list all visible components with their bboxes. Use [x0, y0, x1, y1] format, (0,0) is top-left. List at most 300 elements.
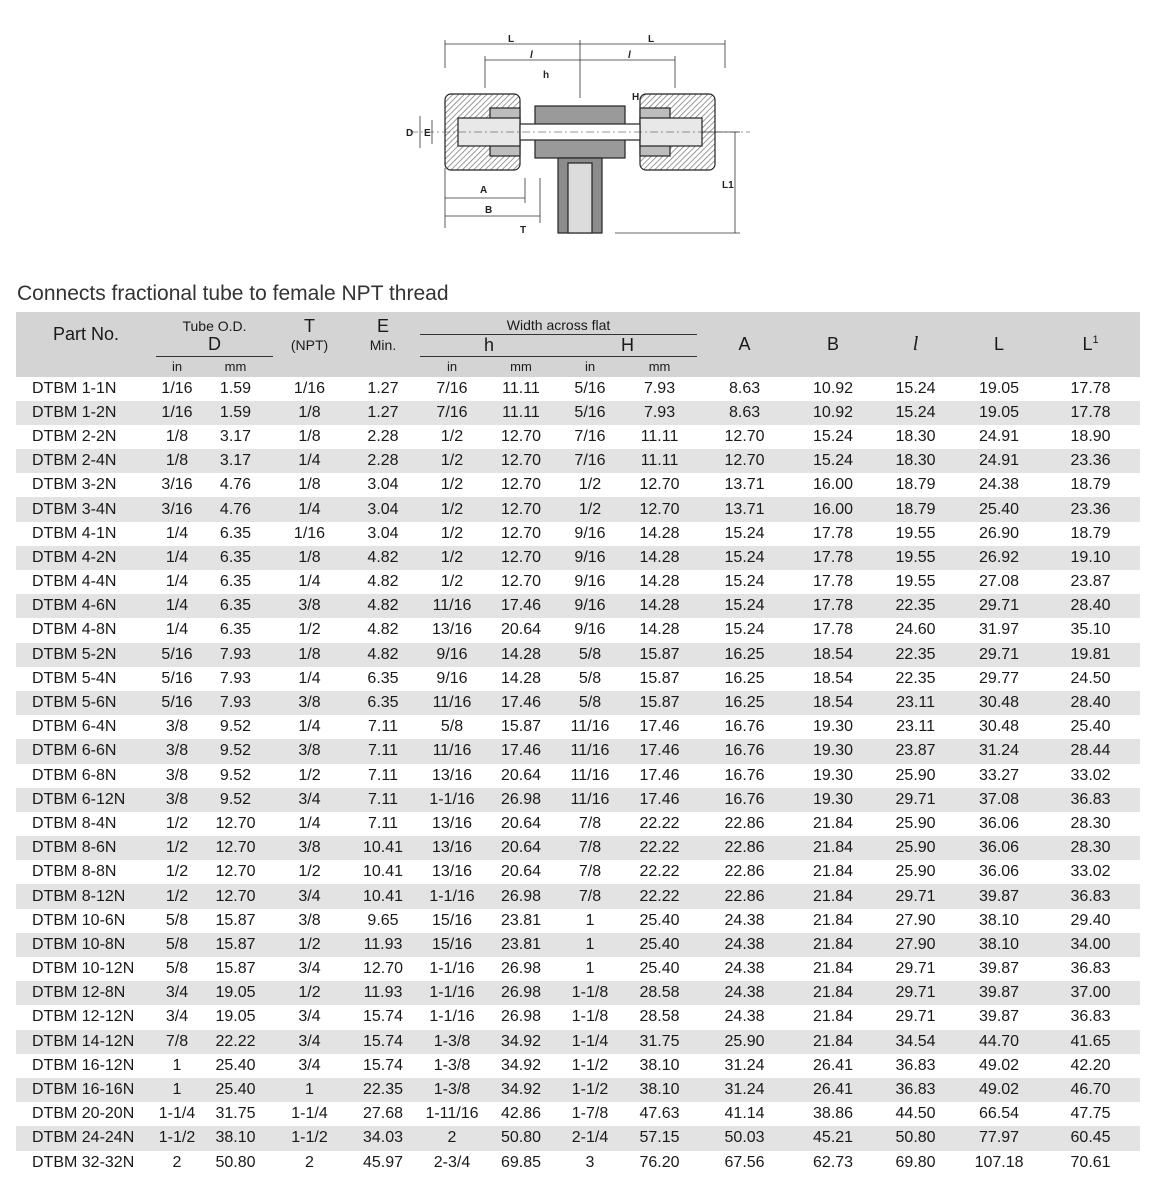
cell-h-mm: 12.70: [500, 452, 542, 470]
header-b: B: [827, 333, 840, 354]
cell-h-mm: 34.92: [500, 1032, 542, 1050]
cell-hh-mm: 25.40: [639, 935, 680, 953]
cell-e-min: 4.82: [367, 621, 399, 639]
cell-part-no: DTBM 5-6N: [32, 694, 117, 712]
cell-hh-mm: 17.46: [639, 766, 680, 784]
cell-hh-in: 5/16: [574, 379, 606, 397]
cell-l1: 36.83: [1070, 960, 1111, 978]
cell-hh-in: 7/16: [574, 427, 606, 445]
header-l1-sub: 1: [1092, 333, 1099, 346]
cell-b: 21.84: [813, 839, 854, 857]
cell-tube-od-in: 1-1/4: [158, 1105, 196, 1123]
cell-h-in: 1/2: [440, 548, 464, 566]
cell-t-npt: 1-1/2: [291, 1129, 328, 1147]
cell-l-big: 26.92: [979, 548, 1020, 566]
cell-hh-mm: 14.28: [639, 597, 680, 615]
cell-tube-od-in: 3/8: [165, 790, 189, 808]
table-row: [16, 836, 1140, 860]
cell-hh-mm: 7.93: [643, 379, 676, 397]
cell-a: 22.86: [724, 839, 765, 857]
cell-b: 21.84: [813, 863, 854, 881]
cell-l-small: 15.24: [895, 379, 936, 397]
cell-hh-mm: 38.10: [639, 1081, 680, 1099]
table-row: [16, 884, 1140, 908]
cell-e-min: 34.03: [362, 1129, 404, 1147]
table-row: [16, 1005, 1140, 1029]
cell-h-in: 13/16: [431, 863, 473, 881]
cell-e-min: 4.82: [367, 645, 399, 663]
cell-hh-in: 1: [585, 911, 595, 929]
cell-a: 22.86: [724, 887, 765, 905]
cell-h-in: 7/16: [436, 403, 468, 421]
header-tube-od-label: Tube O.D.: [182, 318, 247, 334]
cell-h-in: 11/16: [432, 597, 472, 615]
cell-tube-od-in: 1/8: [165, 452, 189, 470]
cell-l-small: 34.54: [895, 1032, 936, 1050]
cell-l1: 34.00: [1070, 935, 1111, 953]
cell-h-mm: 12.70: [500, 427, 542, 445]
header-t: [273, 312, 346, 356]
cell-a: 22.86: [724, 814, 765, 832]
cell-hh-in: 3: [585, 1153, 595, 1171]
cell-hh-in: 9/16: [574, 548, 606, 566]
cell-t-npt: 3/4: [298, 960, 321, 978]
header-npt-label: (NPT): [290, 336, 329, 353]
cell-l-small: 36.83: [895, 1081, 936, 1099]
table-row: [16, 715, 1140, 739]
cell-part-no: DTBM 10-6N: [32, 911, 126, 929]
cell-hh-mm: 25.40: [639, 911, 680, 929]
cell-hh-mm: 38.10: [639, 1056, 680, 1074]
cell-tube-od-in: 1/2: [165, 814, 189, 832]
header-spacer: [273, 356, 346, 377]
cell-t-npt: 1/8: [298, 548, 321, 566]
cell-l-big: 38.10: [979, 911, 1020, 929]
cell-a: 31.24: [724, 1056, 765, 1074]
cell-hh-in: 5/8: [578, 694, 602, 712]
cell-hh-mm: 14.28: [639, 573, 680, 591]
cell-hh-mm: 15.87: [639, 645, 680, 663]
cell-l-big: 37.08: [979, 790, 1020, 808]
cell-tube-od-mm: 31.75: [215, 1105, 256, 1123]
cell-l-small: 25.90: [895, 863, 936, 881]
cell-t-npt: 3/8: [298, 839, 321, 857]
cell-e-min: 7.11: [368, 814, 398, 832]
header-hh-mm: mm: [648, 359, 671, 374]
table-row: [16, 377, 1140, 401]
cell-l-small: 27.90: [895, 935, 936, 953]
cell-l-big: 49.02: [979, 1056, 1020, 1074]
cell-hh-mm: 76.20: [639, 1153, 680, 1171]
cell-b: 21.84: [813, 984, 854, 1002]
cell-e-min: 4.82: [367, 548, 399, 566]
cell-l1: 28.40: [1070, 597, 1111, 615]
cell-h-mm: 17.46: [500, 694, 542, 712]
cell-b: 10.92: [813, 403, 854, 421]
cell-t-npt: 1/2: [298, 863, 321, 881]
header-h-big: H: [558, 334, 697, 356]
cell-tube-od-in: 1/16: [161, 379, 193, 397]
cell-l1: 36.83: [1070, 887, 1111, 905]
header-width-across-flat: Width across flat: [420, 312, 697, 334]
header-l1-main: L: [1082, 333, 1093, 354]
cell-l-small: 44.50: [895, 1105, 936, 1123]
cell-tube-od-in: 1/4: [165, 621, 189, 639]
cell-tube-od-in: 5/8: [165, 960, 189, 978]
cell-a: 67.56: [724, 1153, 765, 1171]
cell-a: 16.25: [724, 645, 765, 663]
diagram-label-D: D: [406, 128, 414, 139]
cell-e-min: 12.70: [362, 960, 404, 978]
cell-t-npt: 1/4: [298, 452, 321, 470]
cell-l1: 18.79: [1070, 524, 1111, 542]
cell-h-in: 13/16: [431, 839, 473, 857]
cell-t-npt: 1/8: [298, 403, 321, 421]
table-row: [16, 1054, 1140, 1078]
cell-tube-od-in: 5/16: [161, 669, 193, 687]
cell-hh-mm: 28.58: [639, 1008, 680, 1026]
cell-b: 16.00: [813, 500, 854, 518]
cell-hh-in: 5/8: [578, 645, 602, 663]
cell-l-big: 19.05: [979, 403, 1020, 421]
cell-h-mm: 26.98: [500, 960, 542, 978]
cell-tube-od-in: 5/8: [165, 911, 189, 929]
cell-h-mm: 14.28: [500, 669, 542, 687]
cell-e-min: 3.04: [367, 476, 399, 494]
cell-hh-in: 2-1/4: [571, 1129, 609, 1147]
cell-tube-od-mm: 3.17: [219, 427, 252, 445]
cell-part-no: DTBM 24-24N: [32, 1129, 135, 1147]
cell-hh-mm: 11.11: [640, 427, 679, 445]
cell-a: 24.38: [724, 960, 765, 978]
cell-l-small: 22.35: [895, 669, 936, 687]
cell-part-no: DTBM 3-4N: [32, 500, 117, 518]
header-tube-od: [156, 312, 273, 334]
cell-b: 18.54: [813, 645, 854, 663]
cell-hh-in: 1-1/8: [571, 1008, 609, 1026]
cell-b: 17.78: [813, 597, 854, 615]
cell-a: 8.63: [728, 379, 761, 397]
cell-hh-in: 1: [585, 960, 595, 978]
cell-l-small: 29.71: [895, 960, 936, 978]
table-row: [16, 546, 1140, 570]
cell-tube-od-in: 3/8: [165, 766, 189, 784]
cell-hh-mm: 17.46: [639, 790, 680, 808]
diagram-label-H: H: [632, 92, 640, 103]
cell-a: 16.76: [724, 718, 765, 736]
table-row: [16, 449, 1140, 473]
cell-b: 17.78: [813, 573, 854, 591]
cell-l1: 37.00: [1070, 984, 1111, 1002]
cell-part-no: DTBM 6-4N: [32, 718, 117, 736]
table-row: [16, 425, 1140, 449]
cell-t-npt: 3/4: [298, 790, 321, 808]
cell-tube-od-in: 3/8: [165, 718, 189, 736]
cell-tube-od-in: 1: [172, 1056, 182, 1074]
cell-t-npt: 1: [305, 1081, 314, 1099]
cell-tube-od-mm: 19.05: [215, 984, 256, 1002]
table-row: [16, 739, 1140, 763]
cell-tube-od-mm: 9.52: [219, 766, 252, 784]
cell-h-mm: 12.70: [500, 573, 542, 591]
cell-hh-mm: 15.87: [639, 669, 680, 687]
cell-h-mm: 20.64: [500, 839, 542, 857]
cell-t-npt: 3/8: [298, 694, 321, 712]
cell-h-in: 15/16: [431, 935, 473, 953]
cell-l-small: 18.79: [895, 500, 936, 518]
cell-h-mm: 17.46: [500, 597, 542, 615]
cell-h-in: 1-1/16: [429, 984, 475, 1002]
cell-l1: 35.10: [1070, 621, 1111, 639]
cell-part-no: DTBM 8-8N: [32, 863, 117, 881]
cell-a: 12.70: [724, 452, 765, 470]
cell-part-no: DTBM 1-2N: [32, 403, 117, 421]
cell-h-in: 1/2: [440, 500, 464, 518]
table-row: [16, 594, 1140, 618]
cell-tube-od-in: 5/16: [161, 694, 193, 712]
cell-a: 41.14: [724, 1105, 765, 1123]
cell-l-big: 24.91: [979, 452, 1020, 470]
cell-part-no: DTBM 4-1N: [32, 524, 117, 542]
cell-hh-in: 7/16: [574, 452, 606, 470]
cell-hh-mm: 28.58: [639, 984, 680, 1002]
cell-tube-od-mm: 3.17: [219, 452, 252, 470]
cell-a: 8.63: [728, 403, 761, 421]
cell-l1: 19.81: [1070, 645, 1111, 663]
cell-tube-od-mm: 6.35: [219, 597, 252, 615]
cell-hh-in: 1-1/8: [571, 984, 609, 1002]
cell-l-small: 18.30: [895, 452, 936, 470]
header-min-label: Min.: [369, 336, 397, 353]
table-row: [16, 1151, 1140, 1175]
table-row: [16, 860, 1140, 884]
cell-l-big: 38.10: [979, 935, 1020, 953]
table-row: [16, 1126, 1140, 1150]
cell-l1: 36.83: [1070, 790, 1111, 808]
cell-t-npt: 3/4: [298, 1056, 321, 1074]
cell-part-no: DTBM 12-8N: [32, 984, 126, 1002]
cell-h-in: 7/16: [436, 379, 468, 397]
header-e-label: E: [376, 315, 389, 336]
header-h-mm: mm: [510, 359, 532, 374]
cell-part-no: DTBM 32-32N: [32, 1153, 135, 1171]
cell-l-small: 23.11: [896, 694, 935, 712]
diagram-label-h: h: [543, 70, 550, 81]
header-part-no: Part No.: [52, 323, 120, 344]
cell-e-min: 10.41: [362, 887, 404, 905]
cell-t-npt: 1/2: [298, 935, 321, 953]
cell-a: 15.24: [724, 597, 765, 615]
cell-part-no: DTBM 16-16N: [32, 1081, 135, 1099]
cell-l-small: 36.83: [895, 1056, 936, 1074]
cell-hh-in: 1/2: [578, 500, 602, 518]
cell-part-no: DTBM 10-12N: [32, 960, 135, 978]
cell-a: 12.70: [724, 427, 765, 445]
cell-h-in: 1/2: [440, 524, 464, 542]
cell-l1: 42.20: [1070, 1056, 1111, 1074]
cell-h-mm: 34.92: [500, 1056, 542, 1074]
header-h-small: h: [420, 334, 558, 356]
cell-t-npt: 3/4: [298, 1032, 321, 1050]
cell-h-in: 1-1/16: [429, 790, 475, 808]
cell-l1: 70.61: [1070, 1153, 1111, 1171]
cell-h-mm: 14.28: [500, 645, 542, 663]
cell-b: 26.41: [813, 1056, 854, 1074]
cell-tube-od-in: 3/4: [165, 1008, 189, 1026]
table-row: [16, 764, 1140, 788]
diagram-label-E: E: [424, 128, 431, 139]
cell-l-small: 69.80: [895, 1153, 936, 1171]
cell-l-big: 44.70: [979, 1032, 1020, 1050]
cell-a: 16.76: [724, 790, 765, 808]
cell-h-in: 1/2: [440, 427, 464, 445]
cell-tube-od-in: 3/16: [161, 500, 193, 518]
cell-h-in: 1-3/8: [433, 1032, 471, 1050]
cell-tube-od-mm: 4.76: [219, 500, 252, 518]
cell-e-min: 1.27: [367, 403, 399, 421]
diagram-label-A: A: [480, 185, 488, 196]
diagram-label-B: B: [485, 205, 493, 216]
cell-e-min: 7.11: [368, 766, 398, 784]
cell-tube-od-in: 2: [172, 1153, 182, 1171]
header-l-big: L: [994, 333, 1005, 354]
cell-l1: 18.90: [1070, 427, 1111, 445]
cell-hh-in: 5/16: [574, 403, 606, 421]
cell-e-min: 1.27: [367, 379, 399, 397]
cell-l1: 19.10: [1070, 548, 1111, 566]
cell-tube-od-mm: 12.70: [215, 863, 256, 881]
cell-t-npt: 1-1/4: [291, 1105, 328, 1123]
cell-tube-od-mm: 15.87: [215, 935, 256, 953]
cell-tube-od-in: 1/4: [165, 573, 189, 591]
cell-a: 24.38: [724, 935, 765, 953]
cell-hh-mm: 15.87: [639, 694, 680, 712]
cell-e-min: 6.35: [367, 694, 399, 712]
cell-tube-od-mm: 9.52: [219, 718, 252, 736]
diagram-label-L1: L1: [722, 180, 734, 191]
cell-l1: 60.45: [1070, 1129, 1111, 1147]
cell-t-npt: 3/8: [298, 742, 321, 760]
cell-l-small: 19.55: [895, 548, 936, 566]
cell-l-big: 19.05: [979, 379, 1020, 397]
cell-h-mm: 17.46: [500, 742, 542, 760]
cell-t-npt: 1/2: [298, 621, 321, 639]
cell-l-big: 31.24: [979, 742, 1020, 760]
cell-l-small: 29.71: [895, 1008, 936, 1026]
cell-b: 17.78: [813, 548, 854, 566]
cell-tube-od-mm: 25.40: [215, 1081, 256, 1099]
cell-a: 16.76: [724, 742, 765, 760]
cell-a: 24.38: [724, 984, 765, 1002]
cell-l-big: 30.48: [979, 718, 1020, 736]
cell-h-mm: 26.98: [500, 887, 542, 905]
cell-b: 38.86: [813, 1105, 854, 1123]
cell-b: 21.84: [813, 814, 854, 832]
table-row: [16, 618, 1140, 642]
cell-l-small: 25.90: [895, 766, 936, 784]
cell-l-big: 66.54: [979, 1105, 1020, 1123]
cell-tube-od-in: 3/16: [161, 476, 193, 494]
cell-b: 19.30: [813, 790, 854, 808]
cell-hh-in: 11/16: [570, 766, 610, 784]
cell-h-in: 1/2: [440, 452, 464, 470]
cell-l-small: 50.80: [895, 1129, 936, 1147]
cell-part-no: DTBM 6-8N: [32, 766, 117, 784]
header-t-label: T: [304, 315, 315, 336]
cell-hh-mm: 11.11: [640, 452, 679, 470]
cell-a: 15.24: [724, 548, 765, 566]
cell-h-mm: 69.85: [500, 1153, 542, 1171]
cell-b: 19.30: [813, 718, 854, 736]
cell-h-mm: 20.64: [500, 621, 542, 639]
cell-h-in: 1/2: [440, 476, 464, 494]
cell-a: 25.90: [724, 1032, 765, 1050]
cell-h-in: 1/2: [440, 573, 464, 591]
cell-b: 26.41: [813, 1081, 854, 1099]
cell-h-mm: 26.98: [500, 790, 542, 808]
cell-l-small: 19.55: [895, 524, 936, 542]
cell-a: 31.24: [724, 1081, 765, 1099]
cell-b: 21.84: [813, 887, 854, 905]
cell-tube-od-in: 1-1/2: [158, 1129, 196, 1147]
table-row: [16, 981, 1140, 1005]
table-row: [16, 473, 1140, 497]
cell-b: 15.24: [813, 427, 854, 445]
cell-l-big: 27.08: [979, 573, 1020, 591]
cell-hh-in: 7/8: [578, 887, 602, 905]
cell-hh-in: 7/8: [578, 839, 602, 857]
header-d: D: [156, 334, 273, 356]
cell-e-min: 15.74: [362, 1008, 404, 1026]
cell-a: 24.38: [724, 1008, 765, 1026]
table-caption: Connects fractional tube to female NPT thread: [17, 282, 449, 305]
cell-hh-in: 9/16: [574, 597, 606, 615]
cell-h-in: 1-11/16: [425, 1105, 479, 1123]
cell-hh-in: 1-7/8: [571, 1105, 609, 1123]
cell-hh-in: 9/16: [574, 524, 606, 542]
cell-part-no: DTBM 8-12N: [32, 887, 126, 905]
cell-hh-in: 11/16: [570, 742, 610, 760]
cell-t-npt: 1/4: [298, 573, 321, 591]
cell-tube-od-in: 3/8: [165, 742, 189, 760]
cell-l-small: 29.71: [895, 984, 936, 1002]
header-spacer: [346, 356, 420, 377]
cell-l1: 33.02: [1070, 863, 1111, 881]
cell-e-min: 6.35: [367, 669, 399, 687]
cell-l1: 17.78: [1070, 379, 1111, 397]
cell-e-min: 4.82: [367, 597, 399, 615]
cell-a: 13.71: [724, 476, 765, 494]
cell-tube-od-in: 1/2: [165, 863, 189, 881]
cell-h-mm: 34.92: [500, 1081, 542, 1099]
cell-part-no: DTBM 5-2N: [32, 645, 117, 663]
cell-h-in: 11/16: [432, 742, 472, 760]
cell-h-mm: 15.87: [500, 718, 542, 736]
cell-tube-od-mm: 6.35: [219, 524, 252, 542]
cell-b: 21.84: [813, 911, 854, 929]
cell-hh-mm: 14.28: [639, 621, 680, 639]
cell-t-npt: 1/2: [298, 766, 321, 784]
cell-h-in: 13/16: [431, 766, 473, 784]
table-row: [16, 691, 1140, 715]
cell-tube-od-in: 3/4: [165, 984, 189, 1002]
cell-l-small: 23.87: [895, 742, 936, 760]
cell-h-mm: 11.11: [502, 403, 540, 421]
cell-l-big: 107.18: [974, 1153, 1024, 1171]
cell-b: 18.54: [813, 694, 854, 712]
cell-h-in: 2: [447, 1129, 457, 1147]
cell-tube-od-in: 5/8: [165, 935, 189, 953]
